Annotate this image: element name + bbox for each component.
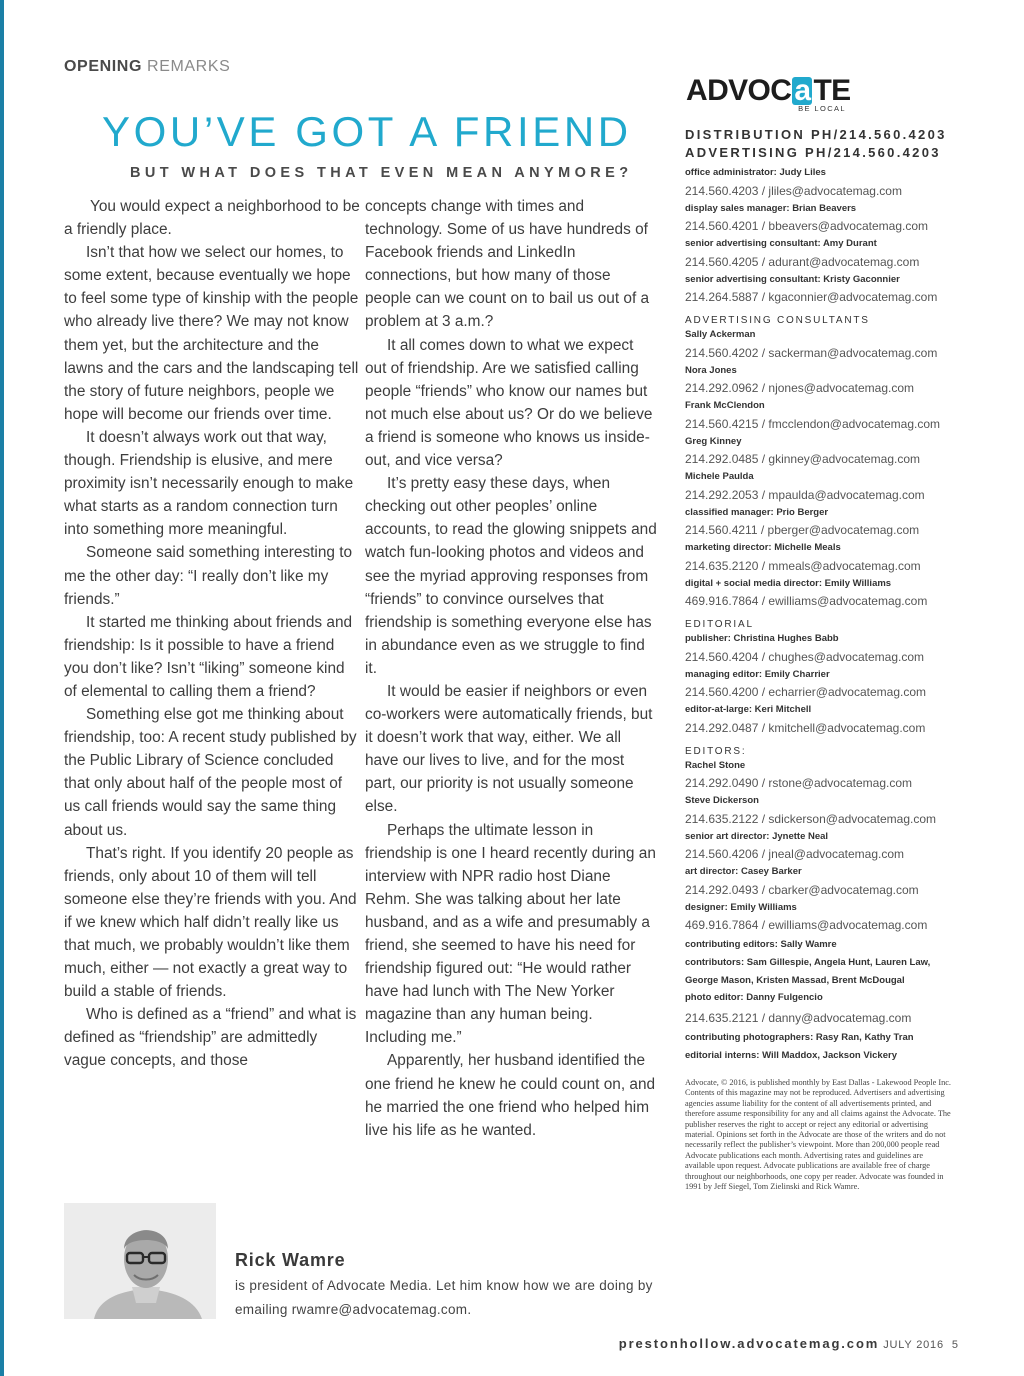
article-paragraph: It all comes down to what we expect out of friendship. Are we satisfied calling people “friends” who know our names but not much else about us? Or do we believe a friend is someone who knows us inside-out, and vice versa? <box>365 336 653 470</box>
article-subhead: BUT WHAT DOES THAT EVEN MEAN ANYMORE? <box>130 165 633 181</box>
staff-contact: 214.560.4202 / sackerman@advocatemag.com <box>685 345 938 360</box>
staff-contact: 214.635.2121 / danny@advocatemag.com <box>685 1011 912 1026</box>
article-paragraph: You would expect a neighborhood to be a friendly place. <box>64 198 360 239</box>
contributing-photographers: contributing photographers: Rasy Ran, Kathy Tran <box>685 1032 914 1044</box>
article-column-2 <box>365 195 657 1142</box>
article-headline: YOU’VE GOT A FRIEND <box>102 108 632 155</box>
article-paragraph: Something else got me thinking about friendship, too: A recent study published by the Public Library of Science concluded that only about half of the people most of us call friends would say the same thing about us. <box>64 706 357 839</box>
page-edge-bar <box>0 0 4 1376</box>
article-paragraph: It doesn’t always work out that way, though. Friendship is elusive, and mere proximity isn’t necessarily enough to make what starts as a random connection turn into something more meaningful. <box>64 428 354 539</box>
article-paragraph: Apparently, her husband identified the one friend he knew he could count on, and he married the one friend who helped him live his life as he wanted. <box>365 1052 656 1139</box>
article-paragraph: That’s right. If you identify 20 people as friends, only about 10 of them will tell someone else they’re friends with you. And if we knew which half didn’t really like us that much, we probably wouldn’t like them much, either — not exactly a great way to build a stable of friends. <box>64 844 357 1001</box>
staff-contact: 214.560.4204 / chughes@advocatemag.com <box>685 649 925 664</box>
staff-role: office administrator: Judy Liles <box>685 167 826 178</box>
article-paragraph: Who is defined as a “friend” and what is defined as “friendship” are admittedly vague concepts, and those <box>64 1006 357 1070</box>
contributing-editors: contributing editors: Sally Wamre <box>685 939 837 950</box>
staff-role: senior advertising consultant: Kristy Gaconnier <box>685 273 900 285</box>
staff-contact: 214.292.0487 / kmitchell@advocatemag.com <box>685 720 926 735</box>
staff-contact: 214.560.4211 / pberger@advocatemag.com <box>685 523 920 537</box>
staff-contact: 214.635.2122 / sdickerson@advocatemag.com <box>685 811 936 826</box>
staff-contact: 214.560.4201 / bbeavers@advocatemag.com <box>685 219 929 233</box>
editors-heading: EDITORS: <box>685 745 747 757</box>
staff-contact: 469.916.7864 / ewilliams@advocatemag.com <box>685 594 928 608</box>
staff-contact: 214.560.4200 / echarrier@advocatemag.com <box>685 685 926 699</box>
advocate-logo-wordmark: ADVOC a TE <box>686 74 851 107</box>
staff-contact: 214.560.4215 / fmcclendon@advocatemag.com <box>685 416 941 431</box>
masthead <box>685 126 985 1065</box>
article-paragraph: Perhaps the ultimate lesson in friendship is one I heard recently during an interview with NPR radio host Diane Rehm. She was talking about her late husband, and as a wife and presumably a friend, she seemed to have his need for friendship figured out: “He would rather have had lunch with The New Yorker magazine than any human being. Including me.” <box>365 821 656 1047</box>
editorial-interns: editorial interns: Will Maddox, Jackson Vickery <box>685 1049 897 1061</box>
staff-role: Frank McClendon <box>685 400 765 411</box>
staff-role: Nora Jones <box>685 364 737 376</box>
staff-role: photo editor: Danny Fulgencio <box>685 992 823 1004</box>
author-photo <box>64 1203 216 1319</box>
article-column-1 <box>64 195 360 1073</box>
staff-role: editor-at-large: Keri Mitchell <box>685 704 812 715</box>
editorial-heading: EDITORIAL <box>685 619 754 630</box>
author-name: Rick Wamre <box>235 1250 346 1270</box>
staff-role: Michele Paulda <box>685 471 754 482</box>
advocate-logo-tagline: BE LOCAL <box>798 104 846 113</box>
article-paragraph: concepts change with times and technology. Some of us have hundreds of Facebook friends and LinkedIn connections, but how many of those people can we count on to bail us out of a problem at 3 a.m.? <box>365 198 650 331</box>
staff-role: senior advertising consultant: Amy Durant <box>685 238 877 249</box>
staff-contact: 214.560.4206 / jneal@advocatemag.com <box>685 847 904 861</box>
article-paragraph: It would be easier if neighbors or even co-workers were automatically friends, but it doesn’t work that way, either. We all have our lives to live, and for the most part, our priority is not usually someone else. <box>365 682 653 816</box>
section-label <box>64 58 230 76</box>
legal-notice: Advocate, © 2016, is published monthly by East Dallas - Lakewood People Inc. Contents of this magazine may not be reproduced. Advertisers and advertising agencies assume liability for the content of all advertisements printed, and therefore assume responsibility for any and all claims against the Advocate. The publisher reserves the right to accept or reject any editorial or advertising material. Opinions set forth in the Advocate are those of the writers and do not necessarily reflect the publisher’s viewpoint. More than 200,000 people read Advocate publications each month. Advertising rates and guidelines are available upon request. Advocate publications are available free of charge throughout our neighborhoods, one copy per reader. Advocate was founded in 1991 by Jeff Siegel, Tom Zielinski and Rick Wamre. <box>685 1078 951 1192</box>
contributors: George Mason, Kristen Massad, Brent McDougal <box>685 974 905 986</box>
author-portrait-icon <box>64 1203 216 1319</box>
staff-role: Sally Ackerman <box>685 329 756 340</box>
footer-date: JULY 2016 <box>883 1339 944 1351</box>
staff-role: managing editor: Emily Charrier <box>685 668 830 680</box>
staff-role: digital + social media director: Emily Williams <box>685 577 892 589</box>
staff-contact: 214.635.2120 / mmeals@advocatemag.com <box>685 558 921 573</box>
footer-site: prestonhollow.advocatemag.com <box>618 1336 880 1351</box>
section-label-light: REMARKS <box>147 58 231 75</box>
staff-contact: 214.292.0490 / rstone@advocatemag.com <box>685 776 912 790</box>
article-paragraph: Isn’t that how we select our homes, to some extent, because eventually we hope to feel some type of kinship with the people who already live there? We may not know them yet, but the architecture and the lawns and the cars and the landscaping tell the story of future neighbors, people we hope will become our friends over time. <box>64 244 359 423</box>
section-label-bold: OPENING <box>64 58 142 75</box>
staff-role: classified manager: Prio Berger <box>685 506 829 518</box>
staff-role: display sales manager: Brian Beavers <box>685 202 857 214</box>
author-bio: is president of Advocate Media. Let him know how we are doing by emailing rwamre@advocatemag.com. <box>235 1278 653 1317</box>
staff-contact: 469.916.7864 / ewilliams@advocatemag.com <box>685 918 928 932</box>
staff-contact: 214.560.4205 / adurant@advocatemag.com <box>685 254 920 269</box>
staff-contact: 214.292.2053 / mpaulda@advocatemag.com <box>685 487 925 502</box>
advertising-phone: ADVERTISING PH/214.560.4203 <box>685 145 941 160</box>
consultants-heading: ADVERTISING CONSULTANTS <box>685 315 870 326</box>
staff-role: designer: Emily Williams <box>685 901 797 913</box>
staff-role: senior art director: Jynette Neal <box>685 830 829 842</box>
article-paragraph: Someone said something interesting to me the other day: “I really don’t like my friends.” <box>64 544 353 608</box>
advocate-logo <box>686 74 851 113</box>
staff-role: Rachel Stone <box>685 759 746 771</box>
staff-role: marketing director: Michelle Meals <box>685 542 841 553</box>
staff-contact: 214.264.5887 / kgaconnier@advocatemag.com <box>685 290 938 304</box>
article-paragraph: It’s pretty easy these days, when checking out other peoples’ online accounts, to read the glowing snippets and watch fun-looking photos and videos and see the myriad approving responses from “friends” to convince ourselves that friendship is something everyone else has in abundance even as we struggle to find it. <box>365 475 657 677</box>
staff-role: Greg Kinney <box>685 435 742 447</box>
article-paragraph: It started me thinking about friends and friendship: Is it possible to have a friend you don’t like? Isn’t “liking” someone kind of elemental to calling them a friend? <box>64 613 353 700</box>
distribution-phone: DISTRIBUTION PH/214.560.4203 <box>685 127 947 142</box>
page-number: 5 <box>951 1339 958 1351</box>
contributors: contributors: Sam Gillespie, Angela Hunt, Lauren Law, <box>685 956 931 968</box>
staff-contact: 214.292.0485 / gkinney@advocatemag.com <box>685 452 921 466</box>
staff-role: art director: Casey Barker <box>685 866 802 877</box>
staff-role: publisher: Christina Hughes Babb <box>685 633 839 644</box>
staff-contact: 214.560.4203 / jliles@advocatemag.com <box>685 183 902 198</box>
staff-role: Steve Dickerson <box>685 795 759 806</box>
page-footer <box>619 1335 958 1353</box>
staff-contact: 214.292.0962 / njones@advocatemag.com <box>685 381 915 395</box>
staff-contact: 214.292.0493 / cbarker@advocatemag.com <box>685 882 919 897</box>
